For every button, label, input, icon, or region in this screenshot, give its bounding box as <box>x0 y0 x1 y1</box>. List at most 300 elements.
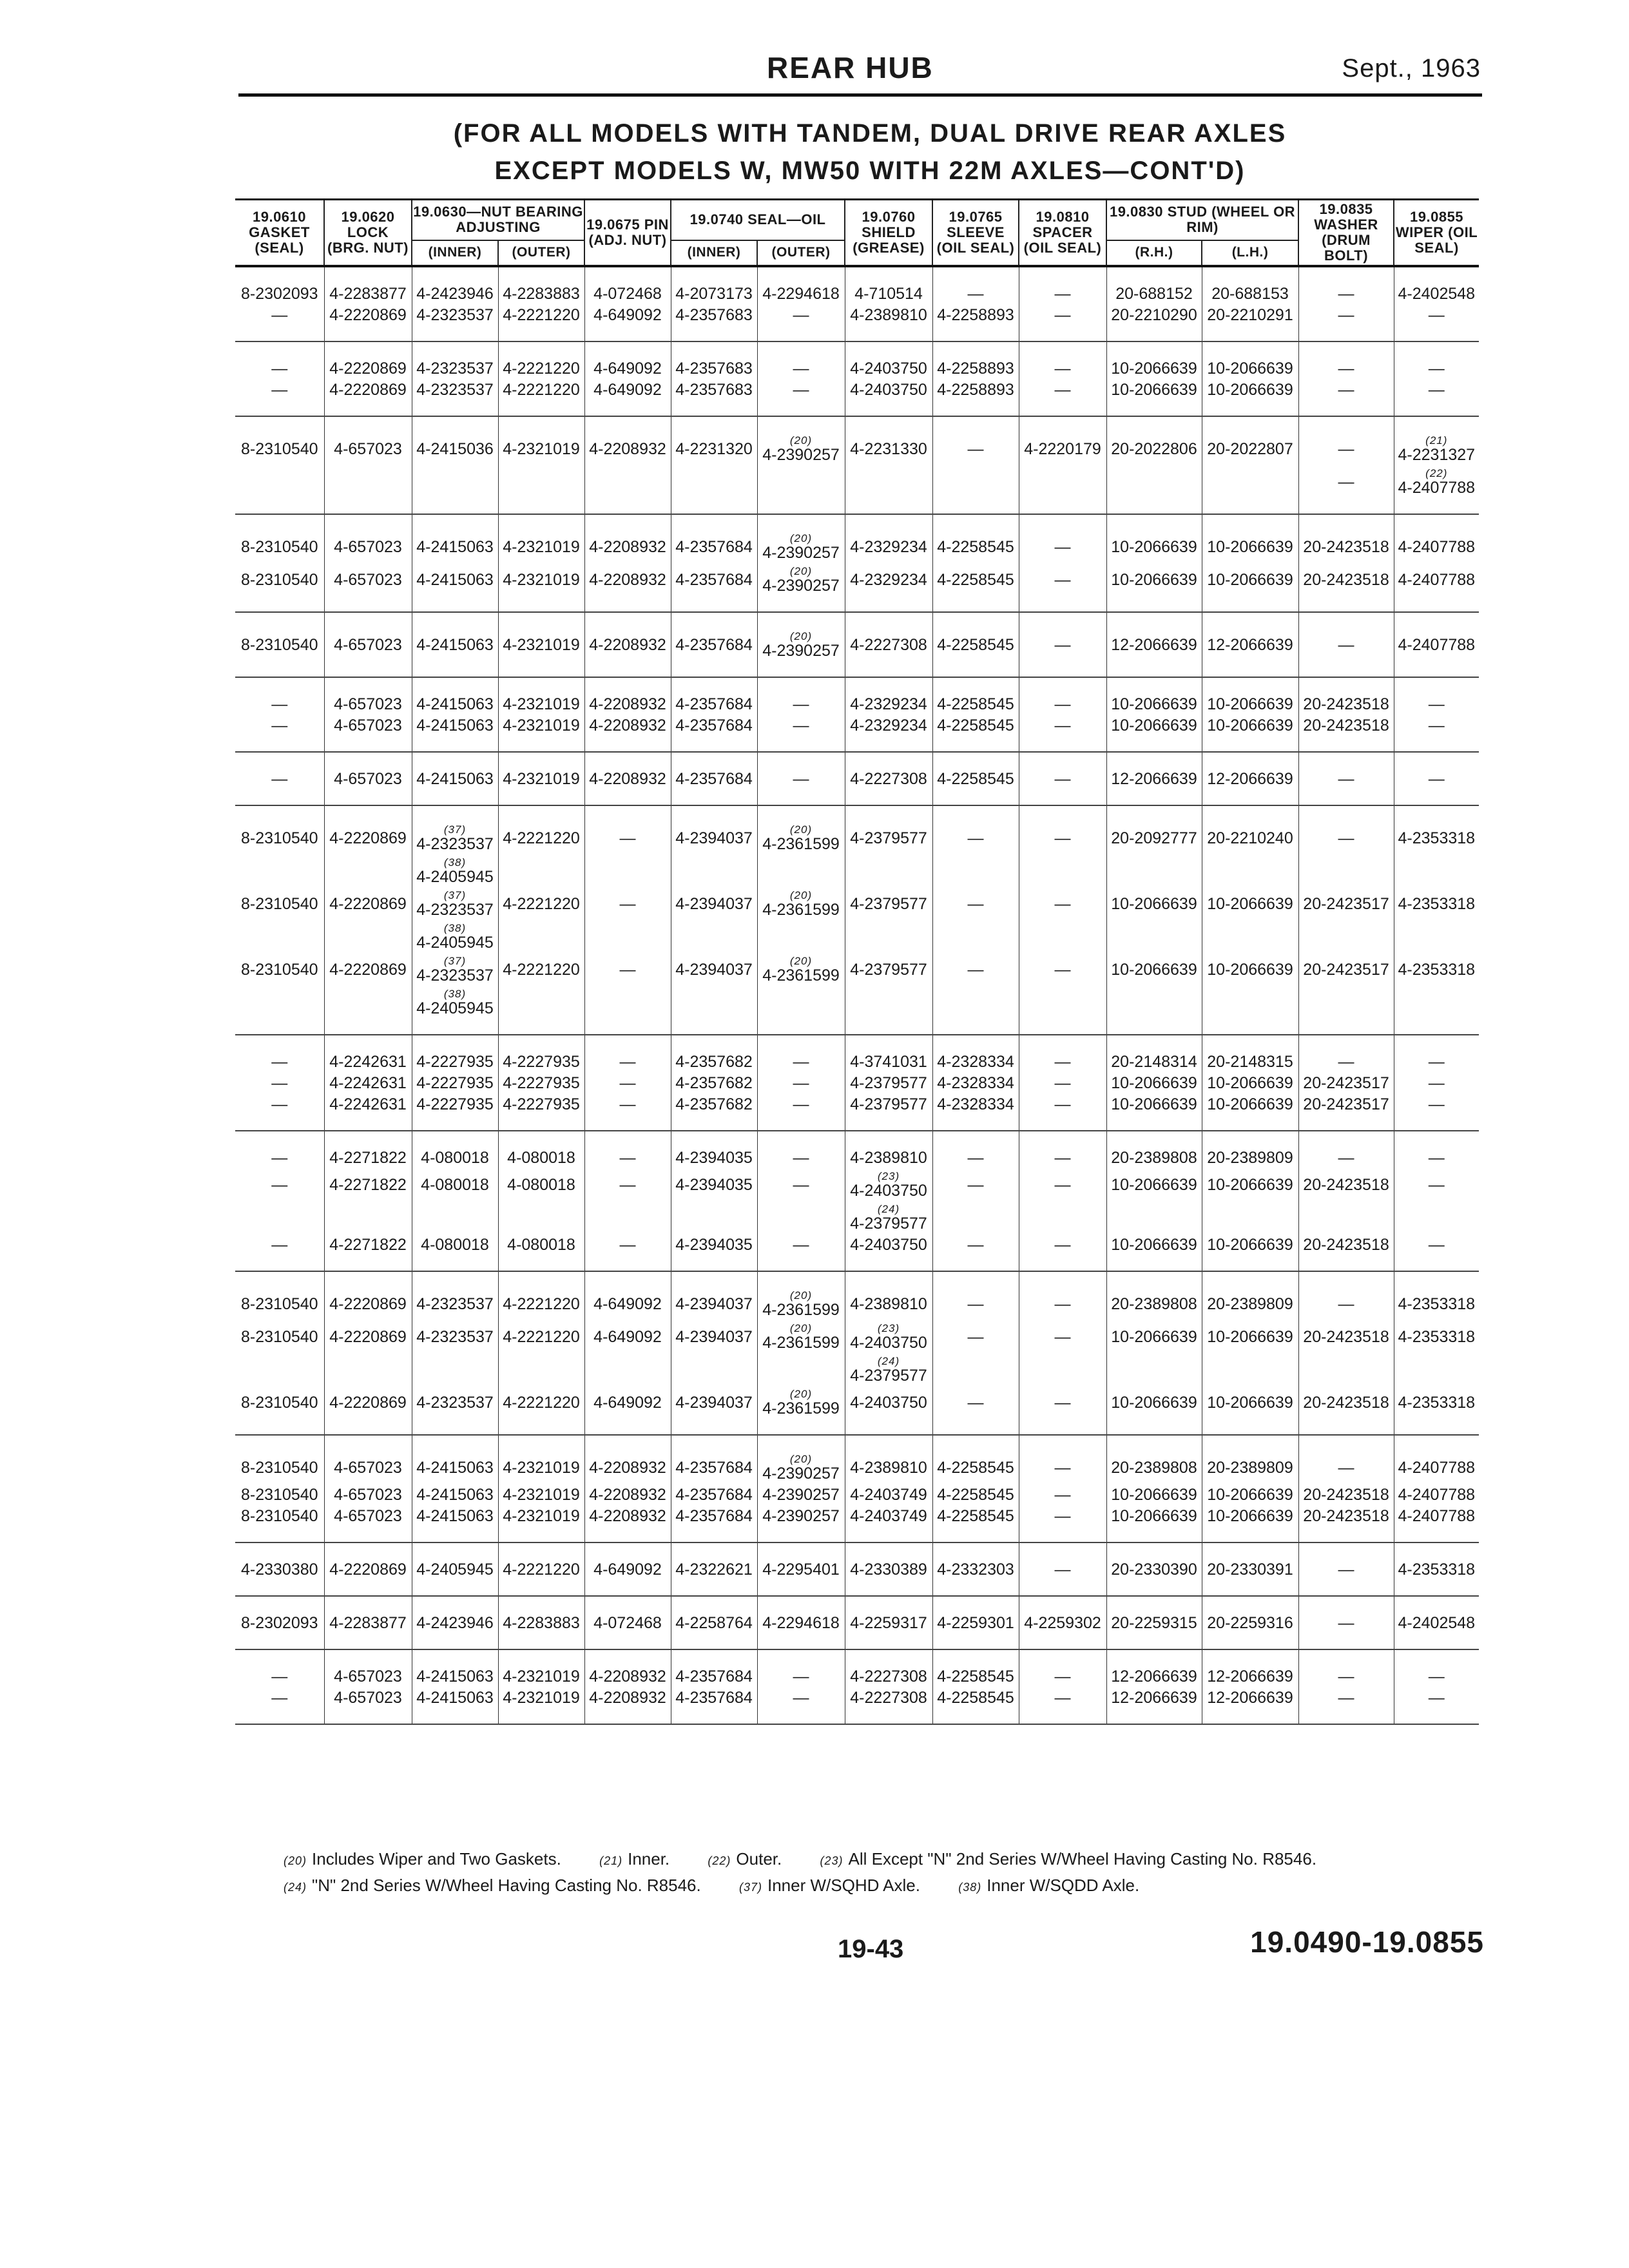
cell-nut-inner: 4-2423946 <box>412 267 498 305</box>
cell-gasket: 8-2302093 <box>240 1614 318 1632</box>
table-row <box>235 1506 1479 1542</box>
cell-nut-inner: 4-2415063 <box>412 612 498 677</box>
cell-gasket: 8-2310540 <box>240 636 318 654</box>
cell-seal-outer: 4-2294618 <box>757 1596 845 1649</box>
cell-wiper: 4-2402548 <box>1394 267 1479 305</box>
cell-sleeve: 4-2258893 <box>932 341 1019 380</box>
cell-pin: 4-2208932 <box>584 677 671 715</box>
cell-nut-outer: 4-2221220 <box>498 380 584 416</box>
cell-stud-rh: 10-2066639 <box>1106 1485 1202 1506</box>
cell-nut-outer: 4-2321019 <box>498 564 584 612</box>
cell-stud-rh: 12-2066639 <box>1106 1687 1202 1724</box>
cell-lock: 4-2220869 <box>324 1387 412 1435</box>
cell-nut-outer: 4-080018 <box>498 1131 584 1169</box>
cell-seal-outer: 4-2390257 <box>757 1506 845 1542</box>
row-group <box>235 1649 1479 1724</box>
cell-nut-inner: 4-2227935 <box>412 1035 498 1073</box>
cell-gasket: — <box>271 695 288 713</box>
cell-wiper: 4-2353318 <box>1394 954 1479 986</box>
cell-seal-outer <box>757 921 845 954</box>
cell-shield: (24) 4-2379577 <box>845 1202 932 1235</box>
cell-shield: 4-710514 <box>845 267 932 305</box>
footnote-38: Inner W/SQDD Axle. <box>987 1876 1140 1895</box>
cell-nut-outer <box>498 466 584 514</box>
header-nut-inner: (INNER) <box>412 240 498 266</box>
cell-seal-inner: 4-2357682 <box>671 1094 757 1131</box>
cell-gasket: 8-2310540 <box>240 895 318 913</box>
cell-lock: 4-657023 <box>324 752 412 805</box>
table-row <box>235 1094 1479 1131</box>
cell-lock <box>324 986 412 1035</box>
cell-seal-inner: 4-2357684 <box>671 715 757 752</box>
cell-nut-outer: 4-2321019 <box>498 715 584 752</box>
cell-stud-lh: 10-2066639 <box>1202 341 1298 380</box>
table-row <box>235 805 1479 855</box>
header-seal-inner: (INNER) <box>671 240 757 266</box>
cell-seal-inner: 4-2073173 <box>671 267 757 305</box>
cell-stud-rh: 12-2066639 <box>1106 1649 1202 1687</box>
cell-spacer: — <box>1019 564 1106 612</box>
cell-gasket: 8-2302093 <box>240 285 318 303</box>
cell-spacer: — <box>1019 1435 1106 1485</box>
cell-nut-outer: 4-2227935 <box>498 1094 584 1131</box>
header-sleeve: 19.0765 SLEEVE (OIL SEAL) <box>932 200 1019 267</box>
cell-seal-outer: — <box>757 305 845 341</box>
table-row <box>235 1354 1479 1387</box>
cell-pin: 4-2208932 <box>584 612 671 677</box>
header-rule <box>238 93 1482 97</box>
table-row <box>235 514 1479 564</box>
cell-nut-outer: 4-2221220 <box>498 305 584 341</box>
cell-stud-lh: 10-2066639 <box>1202 888 1298 921</box>
cell-gasket: — <box>271 1667 288 1686</box>
cell-seal-inner: 4-2394037 <box>671 1321 757 1354</box>
cell-gasket <box>235 1354 324 1387</box>
cell-seal-outer: — <box>757 715 845 752</box>
cell-shield: 4-2389810 <box>845 305 932 341</box>
cell-washer: 20-2423518 <box>1298 677 1394 715</box>
cell-stud-lh: 12-2066639 <box>1202 612 1298 677</box>
cell-seal-inner: 4-2231320 <box>671 416 757 466</box>
cell-sleeve: — <box>932 888 1019 921</box>
cell-shield <box>845 986 932 1035</box>
cell-gasket: — <box>271 306 288 324</box>
cell-washer: — <box>1298 267 1394 305</box>
header-washer: 19.0835 WASHER (DRUM BOLT) <box>1298 200 1394 267</box>
cell-sleeve: — <box>932 1131 1019 1169</box>
cell-sleeve: 4-2258893 <box>932 380 1019 416</box>
cell-lock <box>324 1354 412 1387</box>
cell-seal-outer: — <box>757 1035 845 1073</box>
cell-seal-inner: 4-2357684 <box>671 1435 757 1485</box>
header-stud-lh: (L.H.) <box>1202 240 1298 266</box>
row-group <box>235 805 1479 1035</box>
cell-sleeve <box>932 466 1019 514</box>
cell-gasket <box>235 986 324 1035</box>
cell-stud-lh <box>1202 921 1298 954</box>
cell-lock: 4-2220869 <box>324 1542 412 1596</box>
cell-spacer: — <box>1019 380 1106 416</box>
header-spacer: 19.0810 SPACER (OIL SEAL) <box>1019 200 1106 267</box>
table-row <box>235 341 1479 380</box>
cell-stud-rh: 20-2259315 <box>1106 1596 1202 1649</box>
cell-lock: 4-2271822 <box>324 1235 412 1271</box>
cell-nut-inner: 4-2405945 <box>412 1542 498 1596</box>
cell-nut-outer: 4-2321019 <box>498 514 584 564</box>
cell-seal-outer <box>757 466 845 514</box>
table-row <box>235 1435 1479 1485</box>
table-row <box>235 612 1479 677</box>
cell-spacer: — <box>1019 1235 1106 1271</box>
cell-stud-lh: 10-2066639 <box>1202 1321 1298 1354</box>
cell-spacer: — <box>1019 1094 1106 1131</box>
cell-shield: (23) 4-2403750 <box>845 1321 932 1354</box>
cell-washer: 20-2423518 <box>1298 564 1394 612</box>
cell-washer: 20-2423518 <box>1298 1235 1394 1271</box>
cell-seal-outer <box>757 1202 845 1235</box>
cell-stud-rh: 20-2330390 <box>1106 1542 1202 1596</box>
cell-gasket <box>235 466 324 514</box>
cell-seal-outer: (20) 4-2361599 <box>757 888 845 921</box>
cell-stud-rh: 10-2066639 <box>1106 514 1202 564</box>
cell-stud-lh: 10-2066639 <box>1202 1235 1298 1271</box>
cell-wiper: 4-2353318 <box>1394 1321 1479 1354</box>
row-group <box>235 677 1479 752</box>
cell-stud-rh: 10-2066639 <box>1106 341 1202 380</box>
cell-spacer <box>1019 855 1106 888</box>
cell-seal-inner: 4-2394037 <box>671 1271 757 1321</box>
table-row <box>235 380 1479 416</box>
footnote-24-num: (24) <box>284 1881 307 1894</box>
cell-seal-outer: — <box>757 677 845 715</box>
cell-nut-inner: (38) 4-2405945 <box>412 855 498 888</box>
cell-pin <box>584 855 671 888</box>
cell-shield: 4-2389810 <box>845 1271 932 1321</box>
cell-pin <box>584 1202 671 1235</box>
cell-stud-rh: 20-2210290 <box>1106 305 1202 341</box>
cell-pin: — <box>584 1094 671 1131</box>
cell-wiper: 4-2353318 <box>1394 888 1479 921</box>
cell-wiper: 4-2353318 <box>1394 805 1479 855</box>
cell-seal-outer <box>757 855 845 888</box>
cell-seal-inner: 4-2357684 <box>671 514 757 564</box>
header-stud-rh: (R.H.) <box>1106 240 1202 266</box>
row-group <box>235 1435 1479 1542</box>
cell-wiper: — <box>1394 1094 1479 1131</box>
header-gasket: 19.0610 GASKET (SEAL) <box>235 200 324 267</box>
cell-stud-lh <box>1202 1354 1298 1387</box>
row-group <box>235 514 1479 612</box>
cell-stud-lh: 20-688153 <box>1202 267 1298 305</box>
subtitle-line-2: EXCEPT MODELS W, MW50 WITH 22M AXLES—CONT'D) <box>494 157 1246 185</box>
cell-stud-rh: 10-2066639 <box>1106 715 1202 752</box>
cell-stud-rh: 10-2066639 <box>1106 1387 1202 1435</box>
cell-washer: — <box>1298 1271 1394 1321</box>
cell-lock <box>324 921 412 954</box>
table-row <box>235 677 1479 715</box>
cell-stud-lh: 20-2210240 <box>1202 805 1298 855</box>
cell-sleeve <box>932 1354 1019 1387</box>
cell-sleeve: 4-2258545 <box>932 1506 1019 1542</box>
cell-stud-lh: 20-2389809 <box>1202 1271 1298 1321</box>
cell-shield: 4-2403749 <box>845 1485 932 1506</box>
cell-pin: 4-649092 <box>584 341 671 380</box>
cell-nut-outer: 4-2321019 <box>498 1506 584 1542</box>
cell-lock: 4-2220869 <box>324 1321 412 1354</box>
cell-nut-inner <box>412 466 498 514</box>
cell-seal-outer <box>757 1354 845 1387</box>
cell-seal-outer: 4-2294618 <box>757 267 845 305</box>
header-lock: 19.0620 LOCK (BRG. NUT) <box>324 200 412 267</box>
cell-stud-rh <box>1106 466 1202 514</box>
cell-seal-outer: — <box>757 380 845 416</box>
cell-spacer: — <box>1019 1169 1106 1202</box>
cell-lock: 4-2271822 <box>324 1131 412 1169</box>
cell-spacer: — <box>1019 341 1106 380</box>
cell-gasket: 8-2310540 <box>240 1459 318 1477</box>
cell-stud-rh: 10-2066639 <box>1106 888 1202 921</box>
cell-stud-rh <box>1106 1354 1202 1387</box>
cell-spacer: — <box>1019 1035 1106 1073</box>
cell-gasket: — <box>271 1095 288 1113</box>
cell-pin: — <box>584 1235 671 1271</box>
cell-pin: 4-072468 <box>584 1596 671 1649</box>
cell-lock: 4-657023 <box>324 514 412 564</box>
cell-lock: 4-2220869 <box>324 341 412 380</box>
cell-wiper: 4-2407788 <box>1394 612 1479 677</box>
row-group <box>235 341 1479 416</box>
cell-stud-lh: 10-2066639 <box>1202 564 1298 612</box>
cell-shield: 4-2329234 <box>845 677 932 715</box>
cell-spacer: — <box>1019 1271 1106 1321</box>
header-seal: 19.0740 SEAL—OIL <box>671 200 845 240</box>
page-subtitle <box>387 115 1353 189</box>
cell-seal-outer: — <box>757 1169 845 1202</box>
cell-washer <box>1298 986 1394 1035</box>
cell-nut-inner: (37) 4-2323537 <box>412 805 498 855</box>
cell-seal-inner: 4-2357683 <box>671 380 757 416</box>
cell-nut-inner: (38) 4-2405945 <box>412 921 498 954</box>
cell-seal-inner: 4-2394035 <box>671 1235 757 1271</box>
cell-gasket: 8-2310540 <box>240 571 318 589</box>
cell-stud-lh: 10-2066639 <box>1202 1485 1298 1506</box>
cell-gasket: — <box>271 1074 288 1092</box>
cell-pin: 4-2208932 <box>584 1506 671 1542</box>
cell-pin: — <box>584 1035 671 1073</box>
cell-stud-lh: 20-2330391 <box>1202 1542 1298 1596</box>
cell-wiper: — <box>1394 1169 1479 1202</box>
cell-lock: 4-2242631 <box>324 1094 412 1131</box>
cell-washer: — <box>1298 380 1394 416</box>
cell-wiper: — <box>1394 305 1479 341</box>
cell-pin: 4-649092 <box>584 1387 671 1435</box>
footnote-24: "N" 2nd Series W/Wheel Having Casting No. R8546. <box>312 1876 701 1895</box>
cell-stud-lh: 20-2389809 <box>1202 1435 1298 1485</box>
cell-stud-lh: 10-2066639 <box>1202 1073 1298 1094</box>
cell-lock: 4-2271822 <box>324 1169 412 1202</box>
cell-spacer <box>1019 921 1106 954</box>
cell-gasket: 8-2310540 <box>240 1328 318 1346</box>
row-group <box>235 1035 1479 1131</box>
cell-lock: 4-657023 <box>324 416 412 466</box>
cell-wiper: — <box>1394 1687 1479 1724</box>
cell-washer: 20-2423518 <box>1298 1387 1394 1435</box>
cell-sleeve <box>932 986 1019 1035</box>
cell-nut-outer: 4-2221220 <box>498 1387 584 1435</box>
cell-pin: — <box>584 1169 671 1202</box>
cell-shield: 4-3741031 <box>845 1035 932 1073</box>
cell-nut-outer: 4-2221220 <box>498 1542 584 1596</box>
table-row <box>235 1073 1479 1094</box>
footnote-38-num: (38) <box>958 1881 982 1894</box>
cell-washer: — <box>1298 1035 1394 1073</box>
cell-lock: 4-2220869 <box>324 1271 412 1321</box>
cell-lock: 4-657023 <box>324 1506 412 1542</box>
cell-seal-inner: 4-2357684 <box>671 564 757 612</box>
cell-nut-outer: 4-2321019 <box>498 1435 584 1485</box>
cell-seal-inner: 4-2357684 <box>671 1485 757 1506</box>
cell-stud-lh <box>1202 1202 1298 1235</box>
cell-wiper <box>1394 1202 1479 1235</box>
cell-seal-outer: (20) 4-2361599 <box>757 1271 845 1321</box>
cell-washer: — <box>1298 805 1394 855</box>
cell-pin: — <box>584 805 671 855</box>
cell-lock: 4-657023 <box>324 715 412 752</box>
cell-lock: 4-657023 <box>324 1435 412 1485</box>
cell-spacer: — <box>1019 1321 1106 1354</box>
table-row <box>235 1687 1479 1724</box>
cell-pin: 4-2208932 <box>584 514 671 564</box>
cell-stud-rh: 20-2092777 <box>1106 805 1202 855</box>
cell-sleeve: 4-2258545 <box>932 752 1019 805</box>
cell-wiper: (22) 4-2407788 <box>1394 466 1479 514</box>
cell-nut-outer: 4-080018 <box>498 1169 584 1202</box>
cell-nut-inner: 4-2415063 <box>412 1435 498 1485</box>
cell-washer: — <box>1298 752 1394 805</box>
table-row <box>235 564 1479 612</box>
cell-sleeve: 4-2328334 <box>932 1094 1019 1131</box>
cell-nut-outer: 4-2221220 <box>498 954 584 986</box>
cell-seal-inner: 4-2394035 <box>671 1131 757 1169</box>
cell-lock: 4-2220869 <box>324 305 412 341</box>
cell-seal-inner <box>671 855 757 888</box>
cell-stud-rh <box>1106 855 1202 888</box>
table-row <box>235 1387 1479 1435</box>
cell-wiper: — <box>1394 752 1479 805</box>
cell-nut-inner: 4-2423946 <box>412 1596 498 1649</box>
table-row <box>235 1542 1479 1596</box>
header-nut-outer: (OUTER) <box>498 240 584 266</box>
cell-seal-outer: (20) 4-2361599 <box>757 1321 845 1354</box>
cell-gasket: 8-2310540 <box>240 961 318 979</box>
cell-washer: 20-2423518 <box>1298 715 1394 752</box>
cell-seal-inner: 4-2357682 <box>671 1073 757 1094</box>
table-row <box>235 1131 1479 1169</box>
footnote-22-num: (22) <box>708 1854 731 1867</box>
cell-lock <box>324 1202 412 1235</box>
cell-washer: 20-2423518 <box>1298 1506 1394 1542</box>
cell-spacer: — <box>1019 1649 1106 1687</box>
cell-washer: 20-2423517 <box>1298 1094 1394 1131</box>
cell-nut-outer: 4-2321019 <box>498 677 584 715</box>
cell-lock: 4-2283877 <box>324 267 412 305</box>
cell-pin: 4-2208932 <box>584 564 671 612</box>
cell-nut-inner: 4-2415063 <box>412 715 498 752</box>
cell-nut-inner: 4-080018 <box>412 1235 498 1271</box>
cell-spacer: — <box>1019 1542 1106 1596</box>
table-row <box>235 305 1479 341</box>
cell-washer: 20-2423517 <box>1298 954 1394 986</box>
cell-seal-outer: (20) 4-2361599 <box>757 805 845 855</box>
row-group <box>235 416 1479 514</box>
cell-gasket: — <box>271 770 288 788</box>
cell-pin: 4-649092 <box>584 1271 671 1321</box>
footnote-20-num: (20) <box>284 1854 307 1867</box>
cell-nut-inner: (38) 4-2405945 <box>412 986 498 1035</box>
cell-nut-inner: (37) 4-2323537 <box>412 954 498 986</box>
table-row <box>235 1271 1479 1321</box>
cell-washer <box>1298 1354 1394 1387</box>
cell-gasket: 8-2310540 <box>240 1394 318 1412</box>
cell-gasket: — <box>271 1176 288 1194</box>
cell-washer: — <box>1298 305 1394 341</box>
cell-wiper: (21) 4-2231327 <box>1394 416 1479 466</box>
cell-sleeve: 4-2328334 <box>932 1073 1019 1094</box>
row-group <box>235 752 1479 805</box>
cell-spacer: — <box>1019 805 1106 855</box>
footnote-21-num: (21) <box>599 1854 623 1867</box>
cell-stud-lh: 20-2389809 <box>1202 1131 1298 1169</box>
header-stud: 19.0830 STUD (WHEEL OR RIM) <box>1106 200 1298 240</box>
cell-seal-inner: 4-2357684 <box>671 1506 757 1542</box>
cell-wiper: — <box>1394 1131 1479 1169</box>
cell-seal-outer: (20) 4-2361599 <box>757 954 845 986</box>
cell-washer: 20-2423518 <box>1298 1169 1394 1202</box>
cell-stud-lh: 10-2066639 <box>1202 1387 1298 1435</box>
header-seal-outer: (OUTER) <box>757 240 845 266</box>
cell-nut-inner: 4-2323537 <box>412 380 498 416</box>
cell-nut-outer: 4-2321019 <box>498 1649 584 1687</box>
cell-shield: 4-2379577 <box>845 888 932 921</box>
cell-seal-outer: (20) 4-2390257 <box>757 612 845 677</box>
cell-stud-lh: 10-2066639 <box>1202 954 1298 986</box>
cell-sleeve: — <box>932 954 1019 986</box>
page-number: 19-43 <box>838 1935 904 1963</box>
cell-seal-outer: — <box>757 341 845 380</box>
cell-stud-rh <box>1106 1202 1202 1235</box>
cell-spacer: — <box>1019 752 1106 805</box>
table-row <box>235 267 1479 305</box>
cell-nut-inner: (37) 4-2323537 <box>412 888 498 921</box>
cell-seal-inner: 4-2357684 <box>671 752 757 805</box>
cell-shield: 4-2379577 <box>845 1094 932 1131</box>
cell-washer: — <box>1298 416 1394 466</box>
cell-shield: 4-2329234 <box>845 715 932 752</box>
cell-gasket: 8-2310540 <box>240 1295 318 1313</box>
cell-seal-outer: — <box>757 1073 845 1094</box>
cell-spacer <box>1019 1354 1106 1387</box>
footnote-20: Includes Wiper and Two Gaskets. <box>312 1849 561 1869</box>
cell-stud-rh: 20-2389808 <box>1106 1435 1202 1485</box>
cell-stud-lh <box>1202 986 1298 1035</box>
footnote-23-num: (23) <box>820 1854 843 1867</box>
footnotes <box>284 1847 1316 1899</box>
cell-seal-outer: — <box>757 752 845 805</box>
cell-nut-inner: 4-2323537 <box>412 1321 498 1354</box>
cell-seal-outer: (20) 4-2390257 <box>757 514 845 564</box>
cell-nut-inner: 4-2415063 <box>412 1649 498 1687</box>
cell-lock: 4-2220869 <box>324 888 412 921</box>
